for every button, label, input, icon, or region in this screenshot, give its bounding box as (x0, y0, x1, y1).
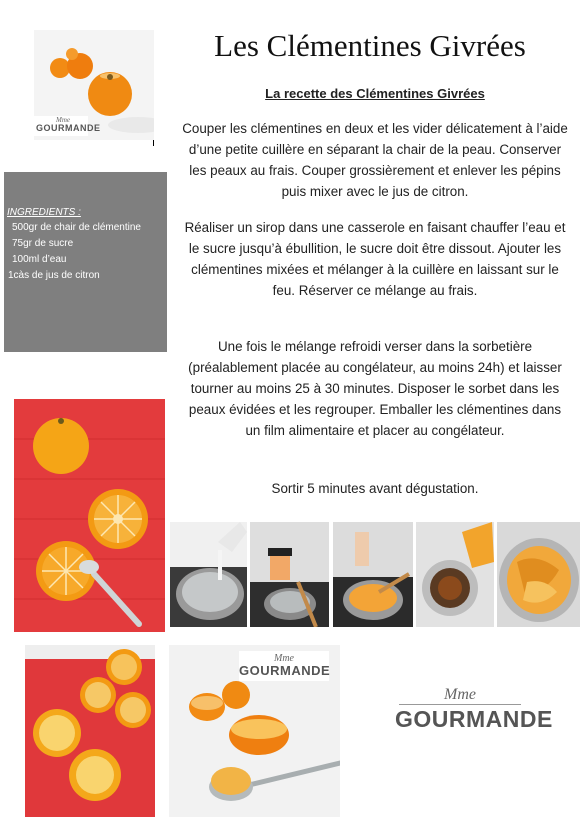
step-paragraph-2: Réaliser un sirop dans une casserole en faisant chauffer l’eau et le sucre jusqu’à ébullition, le sucre doit être dissout. Ajouter les clémentines mixées et mélanger à la cuillère en laissant sur le feu. Réserver ce mélange au frais. (184, 220, 566, 298)
blender-photo (250, 522, 329, 627)
step-paragraph-3: Une fois le mélange refroidi verser dans la sorbetière (préalablement placée au congélateur, au moins 24h) et laisser tourner au moins 25 à 30 minutes. Disposer le sorbet dans les peaux évidées et les regrouper. Emballer les clémentines dans un film alimentaire et placer au congélateur. (188, 339, 562, 438)
mixture-pan-photo (333, 522, 413, 627)
filled-clementines-photo (25, 645, 155, 817)
halved-clementines-photo (14, 399, 165, 632)
sorbet-bowl-photo (497, 522, 580, 627)
recipe-subtitle: La recette des Clémentines Givrées (265, 86, 485, 101)
ingredient-item: 500gr de chair de clémentine (12, 222, 141, 233)
logo-mme: Mme (274, 653, 294, 664)
brand-logo (395, 686, 553, 733)
ingredient-item: 100ml d’eau (12, 254, 67, 265)
step-paragraph-4: Sortir 5 minutes avant dégustation. (271, 481, 479, 496)
ingredient-item: 1càs de jus de citron (8, 270, 100, 281)
logo-mme: Mme (56, 116, 70, 124)
recipe-title: Les Clémentines Givrées (214, 28, 526, 63)
logo-gourmande: GOURMANDE (239, 663, 331, 678)
step-paragraph-1: Couper les clémentines en deux et les vider délicatement à l’aide d’une petite cuillère en séparant la chair de la peau. Conserver les peaux au frais. Couper grossièrement et enlever les pépins puis mixer avec le jus de citron. (182, 121, 568, 199)
clementines-photo (34, 30, 154, 140)
logo-gourmande: GOURMANDE (36, 123, 101, 133)
sorbet-spoon-photo (169, 645, 340, 817)
logo-gourmande: GOURMANDE (395, 706, 553, 732)
ingredients-box (4, 172, 167, 352)
sorbetiere-photo (416, 522, 494, 627)
logo-mme: Mme (444, 686, 476, 703)
syrup-pouring-photo (170, 522, 247, 627)
ingredients-heading: INGREDIENTS : (7, 207, 81, 218)
ingredient-item: 75gr de sucre (12, 238, 74, 249)
